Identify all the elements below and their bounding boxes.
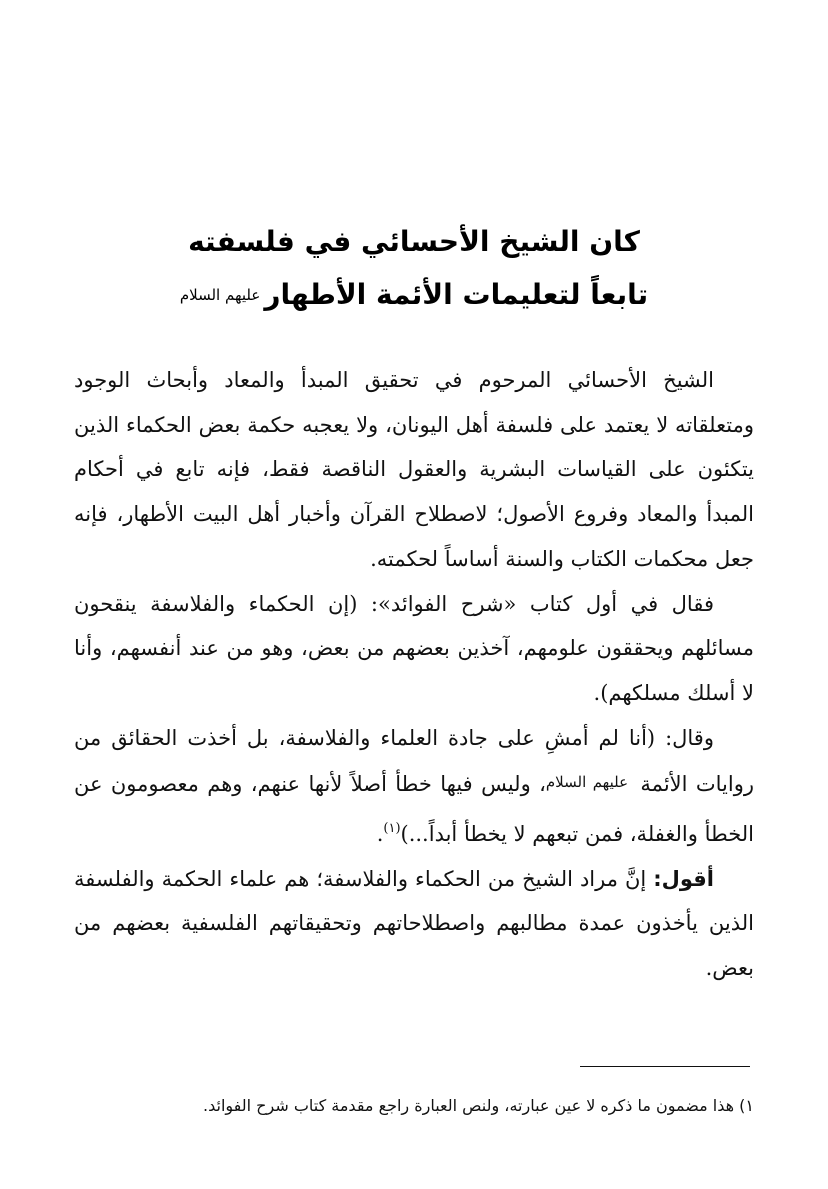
paragraph-3-part-b: ، وليس فيها خطأ أصلاً لأنها عنهم، وهم معصومون عن الخطأ والغفلة، فمن تبعهم لا يخطأ أبداً...) <box>74 772 754 847</box>
chapter-title-line-1 <box>60 222 768 262</box>
footnote-text: هذا مضمون ما ذكره لا عين عبارته، ولنص العبارة راجع مقدمة كتاب شرح الفوائد. <box>203 1096 735 1115</box>
paragraph-2: فقال في أول كتاب «شرح الفوائد»: (إن الحكماء والفلاسفة ينقحون مسائلهم ويحققون علومهم، آخذين بعضهم من بعض، وهو من عند أنفسهم، وأنا لا أسلك مسلكهم). <box>74 591 754 705</box>
footnote <box>74 1087 754 1125</box>
paragraph-3 <box>74 716 754 857</box>
honorific-inline: عليهم السلام <box>545 773 629 792</box>
paragraph-4 <box>74 857 754 991</box>
paragraph-4-text: إنَّ مراد الشيخ من الحكماء والفلاسفة؛ هم علماء الحكمة والفلسفة الذين يأخذون عمدة مطالبهم واصطلاحاتهم وتحقيقاتهم الفلسفية بعضهم من بعض. <box>74 866 754 981</box>
chapter-title-line-2 <box>60 275 768 315</box>
footnote-divider <box>580 1066 750 1067</box>
paragraph-3-part-c: . <box>376 822 384 847</box>
chapter-title-line-1-text: كان الشيخ الأحسائي في فلسفته <box>188 225 640 258</box>
honorific-glyph: عليهم السلام <box>179 286 261 304</box>
chapter-title-line-2-text: تابعاً لتعليمات الأئمة الأطهار <box>264 278 649 311</box>
paragraph-1: الشيخ الأحسائي المرحوم في تحقيق المبدأ والمعاد وأبحاث الوجود ومتعلقاته لا يعتمد على فلسفة أهل اليونان، ولا يعجبه حكمة بعض الحكماء الذين يتكئون على القياسات البشرية والعقول الناقصة فقط، فإنه تابع في أحكام المبدأ والمعاد وفروع الأصول؛ لاصطلاح القرآن وأخبار أهل البيت الأطهار، فإنه جعل محكمات الكتاب والسنة أساساً لحكمته. <box>74 368 754 571</box>
footnote-marker: ١) <box>739 1096 754 1115</box>
paragraph-4-lead: أقول: <box>653 866 714 891</box>
paragraph-3-part-a: وقال: (أنا لم أمشِ على جادة العلماء والفلاسفة، بل أخذت الحقائق من روايات الأئمة <box>74 725 754 797</box>
body-text <box>74 358 754 991</box>
footnote-reference[interactable]: (١) <box>383 821 401 837</box>
